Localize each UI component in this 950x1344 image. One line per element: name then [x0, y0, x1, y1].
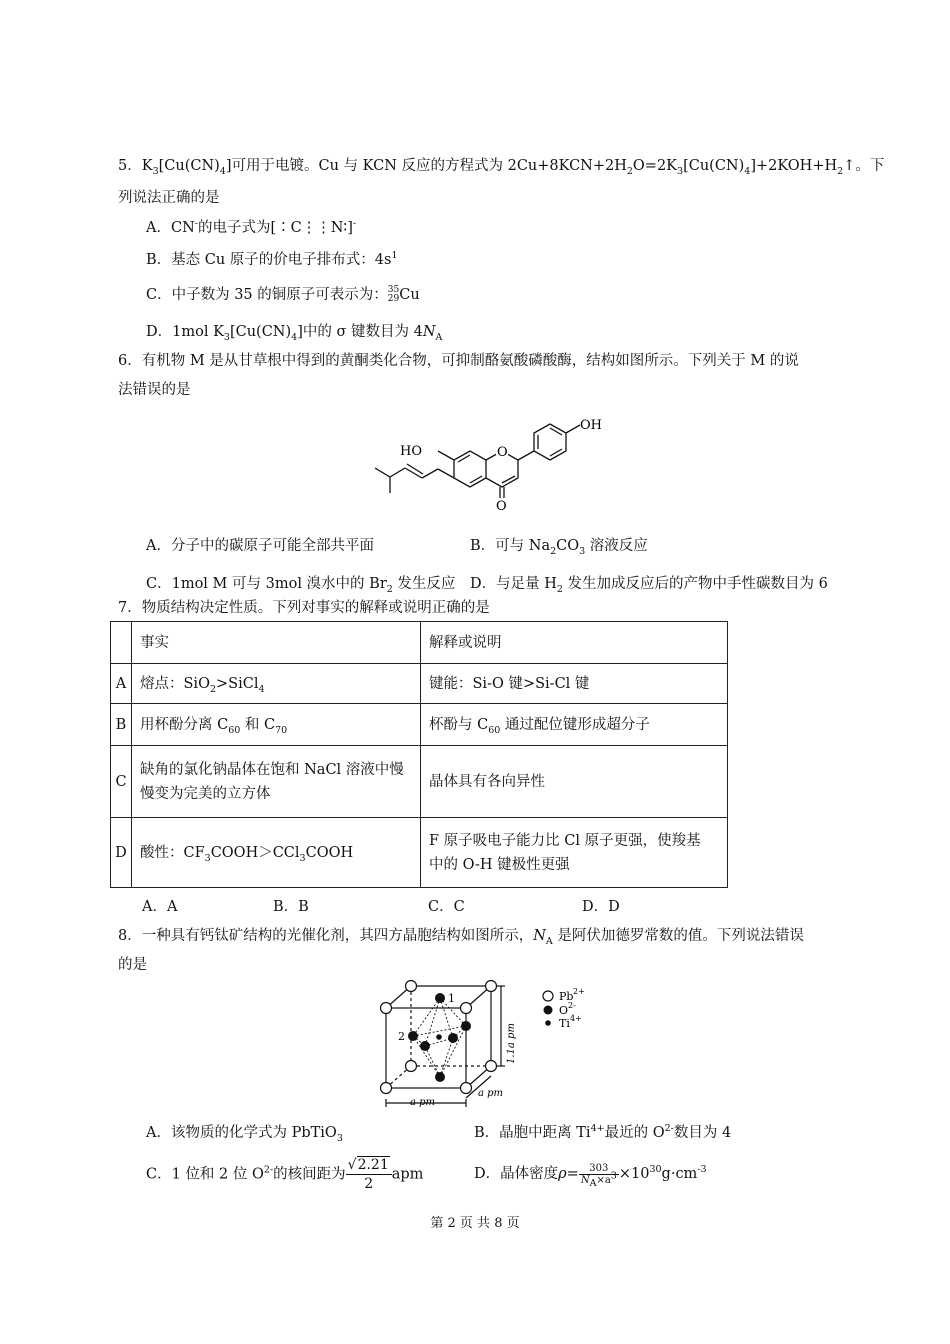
- q5-stem-line2: 列说法正确的是: [118, 190, 220, 206]
- table-row: A 熔点：SiO$_2$>SiCl$_4$ 键能：Si-O 键>Si-Cl 键: [111, 664, 728, 704]
- q6-option-d: D．与足量 $H_2$ 发生加成反应后的产物中手性碳数目为 6: [470, 576, 828, 595]
- legend-pb-label: Pb: [559, 990, 574, 1003]
- q5-option-b: B．基态 Cu 原子的价电子排布式：$4s^1$: [146, 250, 398, 268]
- header-explanation: 解释或说明: [421, 622, 728, 664]
- legend-o-label: O: [559, 1004, 569, 1017]
- legend-o-charge: 2-: [568, 1001, 576, 1010]
- q6-option-b: B．可与 $Na_2CO_3$ 溶液反应: [470, 538, 648, 557]
- molecule-structure: [360, 410, 620, 520]
- q8-stem-line1: 8．一种具有钙钛矿结构的光催化剂，其四方晶胞结构如图所示，$N_A$ 是阿伏加德罗常数的值。下列说法错误: [118, 928, 804, 947]
- legend-pb-charge: 2+: [573, 987, 585, 996]
- position-2-label: 2: [398, 1030, 405, 1043]
- ho-label: HO: [400, 444, 422, 459]
- q8-option-c: C．1 位和 2 位 $O^{2-}$的核间距为 $\frac{√2.21}{2}$ apm: [146, 1157, 424, 1192]
- q6-option-a: A．分子中的碳原子可能全部共平面: [146, 538, 374, 554]
- page-footer: 第 2 页 共 8 页: [430, 1216, 520, 1231]
- q6-option-c: C．1mol M 可与 3mol 溴水中的 $Br_2$ 发生反应: [146, 576, 456, 595]
- q8-stem-line2: 的是: [118, 957, 147, 973]
- q5-option-d: D．1mol $K_3[Cu(CN)_4]$中的 σ 键数目为 $4N_A$: [146, 324, 443, 343]
- header-fact: 事实: [132, 622, 421, 664]
- q7-table: [110, 621, 728, 888]
- table-header-row: [111, 622, 728, 664]
- oh-label: OH: [580, 418, 602, 433]
- q7-option-b: B．B: [273, 899, 309, 915]
- electron-formula: [∶C⋮⋮N∶]: [270, 220, 353, 236]
- table-row: C 缺角的氯化钠晶体在饱和 NaCl 溶液中慢 慢变为完美的立方体 晶体具有各向异性: [111, 746, 728, 818]
- table-row: D 酸性：$CF_3COOH>CCl_3COOH$ F 原子吸电子能力比 Cl 原子更强，使羧基 中的 O-H 键极性更强: [111, 818, 728, 888]
- q6-stem-line2: 法错误的是: [118, 382, 191, 398]
- unit-cell-figure: [370, 978, 620, 1110]
- ring-oxygen-label: O: [497, 445, 508, 460]
- position-1-label: 1: [448, 992, 455, 1005]
- q7-option-a: A．A: [142, 899, 178, 915]
- q7-option-d: D．D: [582, 899, 620, 915]
- q7-stem: 7．物质结构决定性质。下列对事实的解释或说明正确的是: [118, 600, 490, 616]
- q8-option-a: A．该物质的化学式为 PbTiO$_3$: [146, 1125, 343, 1144]
- q5-option-a: A．CN-的电子式为[∶C⋮⋮N∶]-: [146, 218, 357, 236]
- carbonyl-oxygen-label: O: [496, 499, 507, 514]
- q5-stem-line1: 5．$K_3[Cu(CN)_4]$可用于电镀。Cu 与 KCN 反应的方程式为 $2Cu+8KCN+2H_2O=2K_3[Cu(CN)_4]+2KOH+H_2↑$。下: [118, 158, 885, 177]
- table-row: B 用杯酚分离 $C_{60}$ 和 $C_{70}$ 杯酚与 $C_{60}$ 通过配位键形成超分子: [111, 704, 728, 746]
- q7-option-c: C．C: [428, 899, 465, 915]
- legend-ti-charge: 4+: [570, 1014, 582, 1023]
- q6-stem-line1: 6．有机物 M 是从甘草根中得到的黄酮类化合物，可抑制酪氨酸磷酸酶，结构如图所示。下列关于 M 的说: [118, 353, 799, 369]
- depth-dimension-label: a pm: [478, 1088, 504, 1099]
- legend-ti-label: Ti: [559, 1017, 570, 1030]
- q8-option-b: B．晶胞中距离 $Ti^{4+}$最近的 $O^{2-}$数目为 4: [474, 1123, 732, 1141]
- width-dimension-label: a pm: [410, 1097, 436, 1108]
- height-dimension-label: 1.1a pm: [506, 1023, 517, 1064]
- q5-option-c: C．中子数为 35 的铜原子可表示为： 35 29 Cu: [146, 285, 420, 304]
- q8-option-d: D．晶体密度ρ= $\frac{303}{N_A\times a^3}$ $\times 10^{30}g\cdot cm^{-3}$: [474, 1162, 707, 1189]
